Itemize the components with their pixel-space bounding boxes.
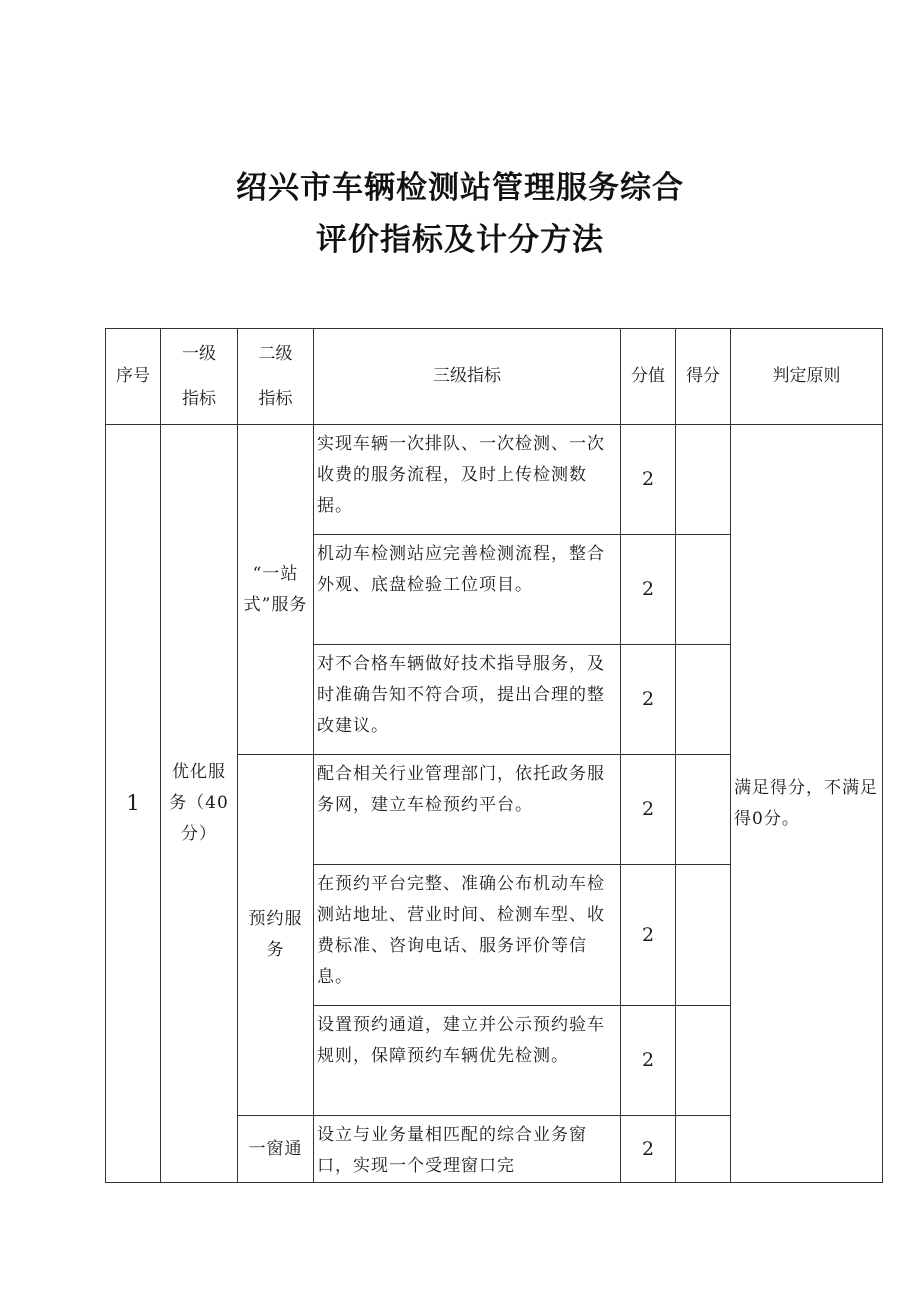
header-level1: 一级 指标 [161, 329, 238, 425]
level3-description: 配合相关行业管理部门，依托政务服务网，建立车检预约平台。 [314, 755, 621, 865]
level3-description: 对不合格车辆做好技术指导服务，及时准确告知不符合项，提出合理的整改建议。 [314, 645, 621, 755]
level1-indicator: 优化服务（40分） [161, 425, 238, 1183]
level3-description: 设立与业务量相匹配的综合业务窗口，实现一个受理窗口完 [314, 1116, 621, 1183]
points-value: 2 [621, 1006, 676, 1116]
points-value: 2 [621, 425, 676, 535]
level3-description: 设置预约通道，建立并公示预约验车规则，保障预约车辆优先检测。 [314, 1006, 621, 1116]
level3-description: 机动车检测站应完善检测流程，整合外观、底盘检验工位项目。 [314, 535, 621, 645]
header-points: 分值 [621, 329, 676, 425]
seq-number: 1 [106, 425, 161, 1183]
points-value: 2 [621, 645, 676, 755]
document-title-line-2: 评价指标及计分方法 [316, 222, 604, 258]
header-score: 得分 [676, 329, 731, 425]
header-principle: 判定原则 [731, 329, 883, 425]
header-seq: 序号 [106, 329, 161, 425]
evaluation-table [105, 328, 883, 1183]
header-level2: 二级 指标 [238, 329, 314, 425]
points-value: 2 [621, 755, 676, 865]
level3-description: 在预约平台完整、准确公布机动车检测站地址、营业时间、检测车型、收费标准、咨询电话、服务评价等信息。 [314, 865, 621, 1006]
header-level3: 三级指标 [314, 329, 621, 425]
level2-indicator: “一站式”服务 [238, 425, 314, 755]
score-cell [676, 755, 731, 865]
score-cell [676, 865, 731, 1006]
table-row [106, 425, 883, 535]
points-value: 2 [621, 1116, 676, 1183]
score-cell [676, 645, 731, 755]
points-value: 2 [621, 865, 676, 1006]
level2-indicator: 预约服务 [238, 755, 314, 1116]
level3-description: 实现车辆一次排队、一次检测、一次收费的服务流程，及时上传检测数据。 [314, 425, 621, 535]
points-value: 2 [621, 535, 676, 645]
document-title-line-1: 绍兴市车辆检测站管理服务综合 [236, 170, 684, 206]
score-cell [676, 425, 731, 535]
header-row [106, 329, 883, 425]
judgement-principle: 满足得分，不满足得0分。 [731, 425, 883, 1183]
score-cell [676, 1116, 731, 1183]
score-cell [676, 535, 731, 645]
score-cell [676, 1006, 731, 1116]
level2-indicator: 一窗通 [238, 1116, 314, 1183]
